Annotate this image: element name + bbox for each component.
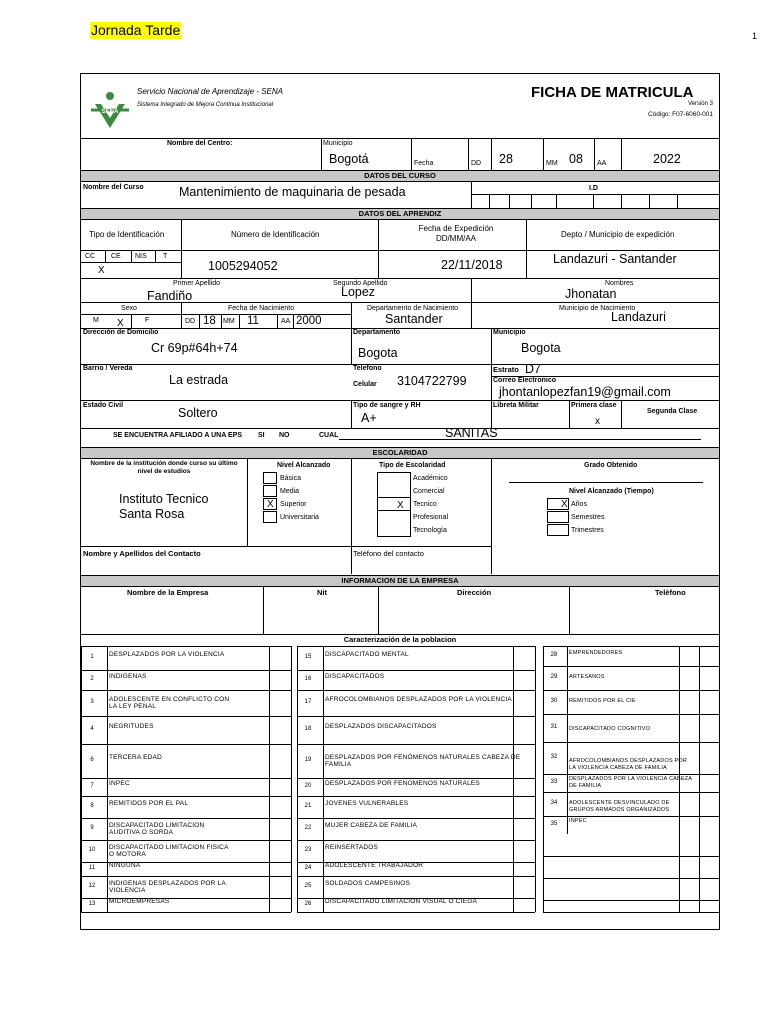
poblacion-item: MICROEMPRESAS xyxy=(109,898,170,905)
poblacion-item: JOVENES VULNERABLES xyxy=(325,800,409,807)
empresa-nombre-label: Nombre de la Empresa xyxy=(127,588,209,597)
primera-clase-label: Primera clase xyxy=(571,402,617,409)
poblacion-num: 7 xyxy=(90,783,94,789)
poblacion-num: 18 xyxy=(304,726,312,732)
estado-civil-value: Soltero xyxy=(178,406,218,420)
page-number: 1 xyxy=(752,31,758,41)
form-title: FICHA DE MATRICULA xyxy=(531,84,694,101)
eps-cual: CUAL xyxy=(319,432,339,439)
departamento-label: Departamento xyxy=(353,329,401,336)
poblacion-num: 15 xyxy=(304,654,312,660)
poblacion-num: 2 xyxy=(90,676,94,682)
estado-civil-label: Estado Civil xyxy=(83,402,124,409)
centro-municipio-value: Bogotá xyxy=(329,152,369,166)
poblacion-num: 23 xyxy=(304,847,312,853)
municipio-value: Bogota xyxy=(521,341,561,355)
centro-aa-value: 2022 xyxy=(653,152,681,166)
centro-aa-label: AA xyxy=(597,160,607,167)
empresa-nit-label: Nit xyxy=(317,588,327,597)
centro-mm-value: 08 xyxy=(569,152,583,166)
poblacion-item: NINGUNA xyxy=(109,862,141,869)
sexo-label: Sexo xyxy=(121,305,137,312)
centro-municipio-label: Municipio xyxy=(323,140,353,147)
tipo-label: Tipo de Escolaridad xyxy=(379,462,446,469)
poblacion-item: INDIGENAS DESPLAZADOS POR LA VIOLENCIA xyxy=(109,880,226,894)
nac-dd-label: DD xyxy=(185,318,196,325)
sangre-value: A+ xyxy=(361,411,377,425)
poblacion-item: REMITIDOS POR EL CIE xyxy=(569,698,636,704)
eps-value: SANITAS xyxy=(445,426,498,440)
centro-dd-label: DD xyxy=(471,160,482,167)
celular-value: 3104722799 xyxy=(397,374,467,388)
poblacion-item: MUJER CABEZA DE FAMILIA xyxy=(325,822,418,829)
poblacion-num: 34 xyxy=(550,800,558,806)
fecha-exp-value: 22/11/2018 xyxy=(441,258,503,272)
poblacion-item: DESPLAZADOS POR FENOMENOS NATURALES xyxy=(325,780,480,787)
enrollment-form xyxy=(80,73,720,930)
section-escolaridad: ESCOLARIDAD xyxy=(81,447,719,459)
tiempo-semestres: Semestres xyxy=(571,514,605,521)
sena-logo xyxy=(89,88,131,130)
numero-id-label: Número de Identificación xyxy=(231,230,320,239)
poblacion-item: INPEC xyxy=(569,818,587,824)
telefono-contacto-label: Teléfono del contacto xyxy=(353,549,424,558)
poblacion-item: DISCAPACITADOS xyxy=(325,673,385,680)
poblacion-item: DISCAPACITADO LIMITACION AUDITIVA O SORDA xyxy=(109,822,205,836)
poblacion-item: TERCERA EDAD xyxy=(109,754,162,761)
nac-mm-label: MM xyxy=(223,318,235,325)
poblacion-num: 29 xyxy=(550,674,558,680)
tipo-tecnico: Tecnico xyxy=(413,501,437,508)
depto-exp-value: Landazuri - Santander xyxy=(553,252,677,266)
centro-name-label: Nombre del Centro: xyxy=(167,140,233,147)
tipo-profesional: Profesional xyxy=(413,514,449,521)
poblacion-num: 3 xyxy=(90,699,94,705)
mun-nac-value: Landazuri xyxy=(611,310,666,324)
primer-apellido-label: Primer Apellido xyxy=(173,280,221,287)
poblacion-item: DISCAPACITADO MENTAL xyxy=(325,651,409,658)
departamento-value: Bogota xyxy=(358,346,398,360)
nivel-basica: Básica xyxy=(280,475,302,482)
svg-text:SENA: SENA xyxy=(101,109,119,115)
poblacion-item: DESPLAZADOS DISCAPACITADOS xyxy=(325,723,437,730)
poblacion-item: DESPLAZADOS POR LA VIOLENCIA xyxy=(109,651,225,658)
poblacion-num: 9 xyxy=(90,825,94,831)
curso-id-label: I.D xyxy=(589,185,598,192)
poblacion-item: INPEC xyxy=(109,780,130,787)
poblacion-item: REMITIDOS POR EL PAL xyxy=(109,800,189,807)
fecha-exp-label: Fecha de Expedición xyxy=(418,224,494,233)
direccion-label: Dirección de Domicilio xyxy=(83,329,159,336)
poblacion-num: 12 xyxy=(88,883,96,889)
eps-no: NO xyxy=(279,432,290,439)
poblacion-item: REINSERTADOS xyxy=(325,844,379,851)
tipo-tecnologia: Tecnología xyxy=(413,527,447,534)
mun-nac-label: Municipio de Nacimiento xyxy=(559,305,636,312)
poblacion-num: 13 xyxy=(88,901,96,907)
section-empresa: INFORMACION DE LA EMPRESA xyxy=(81,575,719,587)
poblacion-num: 17 xyxy=(304,699,312,705)
poblacion-num: 26 xyxy=(304,901,312,907)
poblacion-item: ADOLESCENTE EN CONFLICTO CON LA LEY PENAL xyxy=(109,696,230,710)
form-version: Versión 3 xyxy=(687,101,713,107)
tiempo-trimestres: Trimestres xyxy=(571,527,604,534)
id-type-cc: CC xyxy=(85,253,96,260)
segundo-apellido-label: Segundo Apellido xyxy=(333,280,388,287)
libreta-label: Libreta Militar xyxy=(493,402,539,409)
tipo-mark: X xyxy=(397,500,404,511)
poblacion-num: 19 xyxy=(304,757,312,763)
poblacion-item: INDIGENAS xyxy=(109,673,147,680)
correo-value: jhontanlopezfan19@gmail.com xyxy=(499,385,671,399)
poblacion-num: 28 xyxy=(550,652,558,658)
tiempo-label: Nivel Alcanzado (Tiempo) xyxy=(569,488,654,495)
centro-mm-label: MM xyxy=(546,160,558,167)
empresa-direccion-label: Dirección xyxy=(457,588,492,597)
poblacion-item: AFROCOLOMBIANOS DESPLAZADOS POR LA VIOLENCIA xyxy=(325,696,512,703)
id-type-ce: CE xyxy=(111,253,121,260)
nivel-universitaria: Universitaria xyxy=(280,514,319,521)
primera-clase-mark: x xyxy=(595,416,600,427)
depto-nac-label: Departamento de Nacimiento xyxy=(367,305,459,312)
poblacion-item: ADOLESCENTE DESVINCULADO DE GRUPOS ARMADOS ORGANIZADOS xyxy=(569,800,670,813)
poblacion-num: 8 xyxy=(90,803,94,809)
poblacion-num: 1 xyxy=(90,654,94,660)
nivel-media: Media xyxy=(280,488,300,495)
eps-si: SI xyxy=(258,432,265,439)
nombres-label: Nombres xyxy=(605,280,634,287)
org-name: Servicio Nacional de Aprendizaje - SENA xyxy=(137,87,283,96)
sexo-mark: X xyxy=(117,318,124,329)
tipo-id-label: Tipo de Identificación xyxy=(89,230,165,239)
poblacion-num: 30 xyxy=(550,698,558,704)
depto-exp-label: Depto / Municipio de expedición xyxy=(561,230,675,239)
municipio-label: Municipio xyxy=(493,329,526,336)
poblacion-item: ARTESANOS xyxy=(569,674,605,680)
tiempo-mark: X xyxy=(561,499,568,510)
id-type-t: T xyxy=(163,253,168,260)
sexo-f: F xyxy=(145,317,150,324)
curso-name-value: Mantenimiento de maquinaria de pesada xyxy=(179,185,406,199)
fecha-nac-label: Fecha de Nacimiento xyxy=(228,305,295,312)
poblacion-num: 16 xyxy=(304,676,312,682)
estrato-label: Estrato xyxy=(493,365,519,374)
tipo-academico: Académico xyxy=(413,475,448,482)
estrato-value: D7 xyxy=(525,362,541,376)
poblacion-num: 11 xyxy=(88,865,96,871)
nivel-mark: X xyxy=(267,499,274,510)
nivel-label: Nivel Alcanzado xyxy=(277,462,331,469)
poblacion-num: 22 xyxy=(304,825,312,831)
poblacion-item: AFROCOLOMBIANOS DESPLAZADOS POR LA VIOLENCIA CABEZA DE FAMILIA xyxy=(569,758,688,771)
section-datos-curso: DATOS DEL CURSO xyxy=(81,170,719,182)
centro-dd-value: 28 xyxy=(499,152,513,166)
centro-fecha-label: Fecha xyxy=(414,160,434,167)
poblacion-num: 25 xyxy=(304,883,312,889)
fecha-exp-format: DD/MM/AA xyxy=(436,234,476,243)
poblacion-num: 21 xyxy=(304,803,312,809)
celular-label: Celular xyxy=(353,381,377,388)
poblacion-num: 33 xyxy=(550,779,558,785)
tiempo-anos: Años xyxy=(571,501,587,508)
eps-label: SE ENCUENTRA AFILIADO A UNA EPS xyxy=(113,432,242,439)
institucion-label: Nombre de la institución donde curso su último nivel de estudios xyxy=(90,460,238,475)
sangre-label: Tipo de sangre y RH xyxy=(353,402,421,409)
grado-label: Grado Obtenido xyxy=(584,462,638,469)
org-system: Sistema Integrado de Mejora Continua Institucional xyxy=(137,102,274,108)
poblacion-num: 10 xyxy=(88,847,96,853)
segundo-apellido-value: Lopez xyxy=(341,285,376,299)
barrio-value: La estrada xyxy=(169,373,229,387)
contacto-label: Nombre y Apellidos del Contacto xyxy=(83,549,201,558)
poblacion-num: 6 xyxy=(90,757,94,763)
section-datos-aprendiz: DATOS DEL APRENDIZ xyxy=(81,208,719,220)
section-poblacion: Caracterización de la poblacion xyxy=(343,635,457,644)
poblacion-item: EMPRENDEDORES xyxy=(569,650,623,656)
poblacion-num: 35 xyxy=(550,821,558,827)
segunda-clase-label: Segunda Clase xyxy=(647,408,698,415)
tipo-comercial: Comercial xyxy=(413,488,445,495)
direccion-value: Cr 69p#64h+74 xyxy=(151,341,238,355)
poblacion-item: SOLDADOS CAMPESINOS xyxy=(325,880,411,887)
institucion-value-1: Instituto Tecnico xyxy=(119,492,209,506)
curso-name-label: Nombre del Curso xyxy=(83,184,144,191)
sexo-m: M xyxy=(93,317,99,324)
empresa-telefono-label: Teléfono xyxy=(655,588,686,597)
poblacion-num: 4 xyxy=(90,726,94,732)
primer-apellido-value: Fandiño xyxy=(147,289,193,303)
id-type-mark: X xyxy=(98,265,105,276)
nac-dd-value: 18 xyxy=(203,315,216,327)
poblacion-item: DESPLAZADOS POR FENÓMENOS NATURALES CABEZA DE FAMILIA xyxy=(325,754,521,768)
telefono-label: Telefono xyxy=(353,365,382,372)
institucion-value-2: Santa Rosa xyxy=(119,507,185,521)
poblacion-item: DISCAPACITADO LIMITACION FISICA O MOTORA xyxy=(109,844,229,858)
poblacion-num: 24 xyxy=(304,865,312,871)
nac-mm-value: 11 xyxy=(247,315,259,327)
poblacion-item: DESPLAZADOS POR LA VIOLENCIA CABEZA DE FAMILIA xyxy=(569,776,692,789)
nac-aa-value: 2000 xyxy=(296,315,322,327)
nombres-value: Jhonatan xyxy=(565,287,617,301)
poblacion-item: DISCAPACITADO LIMITACION VISUAL O CIEGA xyxy=(325,898,478,905)
poblacion-num: 20 xyxy=(304,783,312,789)
poblacion-item: ADOLESCENTE TRABAJADOR xyxy=(325,862,424,869)
shift-note: Jornada Tarde xyxy=(91,22,181,38)
nivel-superior: Superior xyxy=(280,501,307,508)
form-code: Código: F07-6060-001 xyxy=(647,111,713,118)
poblacion-num: 31 xyxy=(550,724,558,730)
correo-label: Correo Electronico xyxy=(493,377,557,384)
id-type-nis: NIS xyxy=(135,253,147,260)
poblacion-item: DISCAPACITADO COGNITIVO xyxy=(569,726,651,732)
nac-aa-label: AA xyxy=(281,318,291,325)
poblacion-num: 32 xyxy=(550,754,558,760)
barrio-label: Barrio / Vereda xyxy=(83,365,133,372)
depto-nac-value: Santander xyxy=(385,312,443,326)
poblacion-item: NEGRITUDES xyxy=(109,723,154,730)
numero-id-value: 1005294052 xyxy=(208,259,278,273)
